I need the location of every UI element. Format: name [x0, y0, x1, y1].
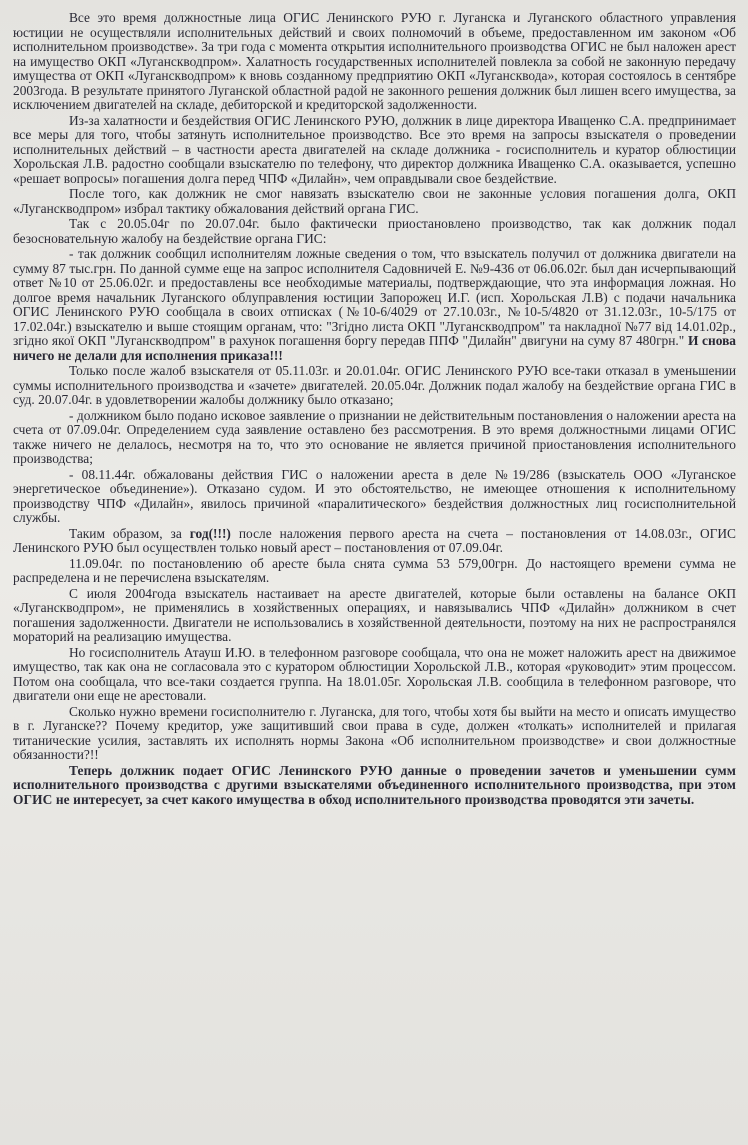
closing-paragraph: Теперь должник подает ОГИС Ленинского РУЮ данные о проведении зачетов и уменьшении сумм исполнительного производства с другими взыскателями объединенного исполнительного производства, при этом ОГИС не интересует, за счет какого имущества в обход исполнительного производства проводятся эти зачеты. — [13, 762, 736, 807]
body-paragraph — [13, 187, 736, 216]
body-paragraph — [13, 217, 736, 246]
paragraph-text: Но госисполнитель Атауш И.Ю. в телефонном разговоре сообщала, что она не может наложить арест на движимое имущество, так как она не согласовала это с куратором облюстиции Хорольской Л.В., которая «руководит» этим процессом. Потом она сообщала, что все-таки создается группа. На 18.01.05г. Хорольская Л.В. сообщила в телефонном разговоре, что двигатели они еще не арестовали. — [13, 644, 736, 703]
paragraph-text: Из-за халатности и бездействия ОГИС Ленинского РУЮ, должник в лице директора Иващенко С.А. предпринимает все меры для того, чтобы затянуть исполнительное производство. Все это время на запросы взыскателя о проведении исполнительных действий – в частности ареста двигателей на складе должника - госисполнитель и куратор облюстиции Хорольская Л.В. радостно сообщали взыскателю по телефону, что директор должника Иващенко С.А. оказывается, успешно «решает вопросы» погашения долга перед ЧПФ «Дилайн», чем оправдывали свое бездействие. — [13, 112, 736, 186]
body-paragraph — [13, 646, 736, 704]
paragraph-text: - должником было подано исковое заявление о признании не действительным постановления о наложении ареста на счета от 07.09.04г. Определением суда заявление оставлено без рассмотрения. В это время должностными лицами ОГИС также ничего не делалось, несмотря на то, что это основание не является причиной приостановления исполнительного производства; — [13, 407, 736, 466]
body-paragraph — [13, 705, 736, 763]
paragraph-text: Все это время должностные лица ОГИС Ленинского РУЮ г. Луганска и Луганского областного управления юстиции не осуществляли исполнительных действий и своих полномочий в объеме, предоставленном им законом «Об исполнительном производстве». За три года с момента открытия исполнительного производства ОГИС не был наложен арест на имущество ОКП «Луганскводпром». Халатность государственных исполнителей повлекла за собой не законную передачу имущества от ОКП «Луганскводпром» к вновь созданному предприятию ОКП «Луганскводa», которая состоялось в сентябре 2003года. В результате принятого Луганской областной радой не законного решения должник был лишен всего имущества, за исключением двигателей на складе, дебиторской и кредиторской задолженности. — [13, 10, 736, 112]
paragraph-text: Сколько нужно времени госисполнителю г. Луганска, для того, чтобы хотя бы выйти на место и описать имущество в г. Луганске?? Почему кредитор, уже защитивший свои права в суде, должен «толкать» исполнителей и прилагая титанические усилия, заставлять их исполнять нормы Закона «Об исполнительном производстве» и свои должностные обязанности?!! — [13, 703, 736, 762]
emphasis-text: год(!!!) — [189, 525, 231, 541]
paragraph-text: Так с 20.05.04г по 20.07.04г. было фактически приостановлено производство, так как должник подал безосновательную жалобу на бездействие органа ГИС: — [13, 216, 736, 246]
paragraph-text: После того, как должник не смог навязать взыскателю свои не законные условия погашения долга, ОКП «Луганскводпром» избрал тактику обжалования действий органа ГИС. — [13, 186, 736, 216]
body-paragraph — [13, 527, 736, 556]
body-paragraph — [13, 364, 736, 408]
paragraph-text: Таким образом, за — [69, 525, 190, 541]
body-paragraph — [13, 587, 736, 645]
body-paragraph — [13, 114, 736, 187]
paragraph-text: после наложения первого ареста на счета – постановления от 14.08.03г., ОГИС Ленинского РУЮ был осуществлен только новый арест – постановления от 07.09.04г. — [13, 525, 736, 555]
paragraph-text: - так должник сообщил исполнителям ложные сведения о том, что взыскатель получил от должника двигатели на сумму 87 тыс.грн. По данной сумме еще на запрос исполнителя Садовничей Е. №9-436 от 06.06.02г. был дан исчерпывающий ответ №10 от 25.06.02г. и предоставлены все необходимые материалы, подтверждающие, что эта информация ложная. Но долгое время начальник Луганского облуправления юстиции Запорожец И.Г. (исп. Хорольская Л.В) с подачи начальника ОГИС Ленинского РУЮ сообщала в своих отписках (№10-6/4029 от 27.10.03г., №10-5/4820 от 31.12.03г., 10-5/175 от 17.02.04г.) взыскателю и выше стоящим органам, что: "Згідно листа ОКП "Луганскводпром" та накладної №77 від 14.01.02р., згідно якої ОКП "Луганскводпром" в рахунок погашення боргу передав ППФ "Дилайн" двигуни на суму 87 480грн." — [13, 246, 736, 348]
body-paragraph — [13, 247, 736, 363]
paragraph-text: - 08.11.44г. обжалованы действия ГИС о наложении ареста в деле №19/286 (взыскатель ООО «Луганское энергетическое объединение»). Отказано судом. И это обстоятельство, не имеющее отношения к исполнительному производству ЧПФ «Дилайн», явилось причиной «паралитического» бездействия должностных лиц госисполнительной службы. — [13, 466, 736, 525]
body-paragraph — [13, 409, 736, 467]
body-paragraph — [13, 11, 736, 113]
body-paragraph — [13, 468, 736, 526]
document-body — [13, 11, 736, 763]
emphasis-text: И снова ничего не делали для исполнения приказа!!! — [13, 333, 736, 363]
paragraph-text: 11.09.04г. по постановлению об аресте была снята сумма 53 579,00грн. До настоящего времени сумма не распределена и не перечислена взыскателям. — [13, 555, 736, 585]
paragraph-text: Только после жалоб взыскателя от 05.11.03г. и 20.01.04г. ОГИС Ленинского РУЮ все-таки отказал в уменьшении суммы исполнительного производства и «зачете» двигателей. 20.05.04г. Должник подал жалобу на бездействие органа ГИС в суд. 20.07.04г. в удовлетворении жалобы должнику было отказано; — [13, 363, 736, 407]
paragraph-text: С июля 2004года взыскатель настаивает на аресте двигателей, которые были оставлены на балансе ОКП «Луганскводпром», не применялись в хозяйственных операциях, и навязывались ЧПФ «Дилайн» должником в счет погашения задолженности. Двигатели не использовались в хозяйственной деятельности, поэтому на них не распространялся мораторий на реализацию имущества. — [13, 585, 736, 644]
body-paragraph — [13, 557, 736, 586]
